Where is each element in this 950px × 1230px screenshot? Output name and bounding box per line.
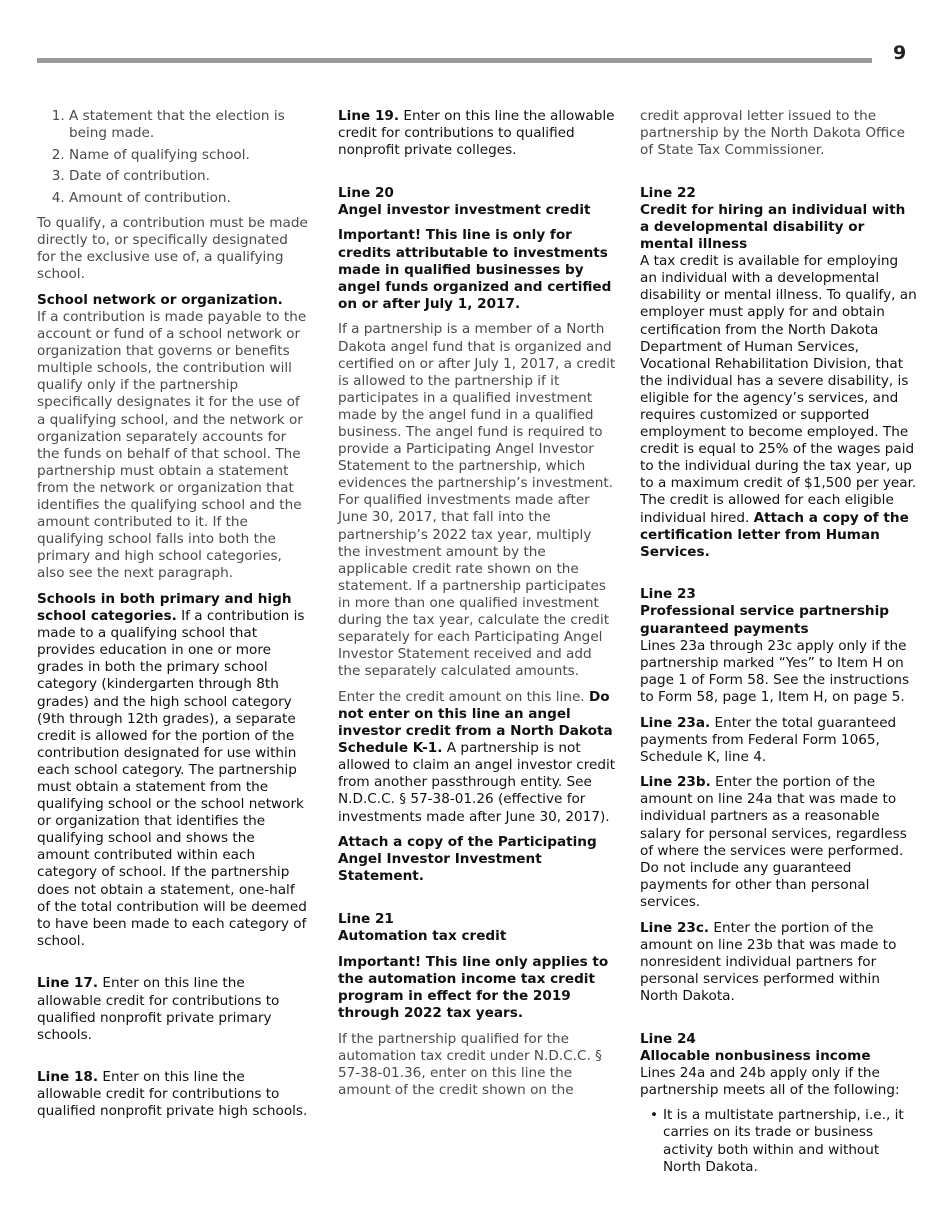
election-statement-list xyxy=(37,108,309,207)
line20-paragraph-1: If a partnership is a member of a North Dakota angel fund that is organized and certified on or after July 1, 2017, a credit is allowed to the partnership if it participates in a qualified investment made by the angel fund in a qualified business. The angel fund is required to provide a Participating Angel Investor Statement to the partnership, which evidences the partnership’s investment. For qualified investments made after June 30, 2017, that fall into the partnership’s 2022 tax year, multiply the investment amount by the applicable credit rate shown on the statement. If a partnership participates in more than one qualified investment during the tax year, calculate the credit separately for each Participating Angel Investor Statement received and add the separately calculated amounts. xyxy=(338,321,616,680)
line22-label: Line 22 xyxy=(640,184,696,201)
header-rule xyxy=(37,58,872,63)
line18-body: Enter on this line the allowable credit for contributions to qualified nonprofit private high schools. xyxy=(37,1069,308,1120)
line21-label: Line 21 xyxy=(338,910,394,927)
line23c-heading: Line 23c. xyxy=(640,919,710,936)
line24-label: Line 24 xyxy=(640,1030,696,1047)
both-categories-body: If a contribution is made to a qualifying school that provides education in one or more grades in both the primary school category (kindergarten through 8th grades) and the high school category (9th through 12th grades), a separate credit is allowed for the portion of the contribution designated for use within each school category. The partnership must obtain a statement from the qualifying school or the school network or organization that identifies the qualifying school and shows the amount contributed within each category of school. If the partnership does not obtain a statement, one-half of the total contribution will be deemed to have been made to each category of school. xyxy=(37,608,307,949)
line24-section xyxy=(640,1031,918,1099)
line21-title: Automation tax credit xyxy=(338,928,507,945)
line17-heading: Line 17. xyxy=(37,975,99,992)
line21-heading xyxy=(338,911,616,945)
line20-important: Important! This line is only for credits attributable to investments made in qualified businesses by angel funds organized and certified on or after July 1, 2017. xyxy=(338,227,612,312)
line22-attach: Attach a copy of the certification letter from Human Services. xyxy=(640,509,909,560)
line23-label: Line 23 xyxy=(640,586,696,603)
line22-section xyxy=(640,185,918,561)
line20-passthrough-text: A partnership is not allowed to claim an angel investor credit from another passthrough entity. See N.D.C.C. § 57-38-01.26 (effective for investments made after June 30, 2017). xyxy=(338,740,616,825)
line19-body: Enter on this line the allowable credit for contributions to qualified nonprofit private colleges. xyxy=(338,108,615,159)
line18-heading: Line 18. xyxy=(37,1069,99,1086)
column-1 xyxy=(37,108,309,1129)
line20-label: Line 20 xyxy=(338,184,394,201)
line20-paragraph-2 xyxy=(338,689,616,826)
line19-paragraph xyxy=(338,108,616,159)
line24-body: Lines 24a and 24b apply only if the partnership meets all of the following: xyxy=(640,1064,900,1098)
line20-do-not-enter: Do not enter on this line an angel investor credit from a North Dakota Schedule K-1. xyxy=(338,688,613,757)
line21-important: Important! This line only applies to the automation income tax credit program in effect for the 2019 through 2022 tax years. xyxy=(338,953,609,1021)
line17-body: Enter on this line the allowable credit for contributions to qualified nonprofit private primary schools. xyxy=(37,975,280,1043)
continued-paragraph: credit approval letter issued to the partnership by the North Dakota Office of State Tax Commissioner. xyxy=(640,108,905,159)
line17-paragraph xyxy=(37,975,309,1043)
line23b-paragraph xyxy=(640,774,918,911)
line23a-body: Enter the total guaranteed payments from Federal Form 1065, Schedule K, line 4. xyxy=(640,714,897,765)
line23-body: Lines 23a through 23c apply only if the partnership marked “Yes” to Item H on page 1 of Form 58. See the instructions to Form 58, page 1, Item H, on page 5. xyxy=(640,637,910,705)
column-3 xyxy=(640,108,918,1176)
line19-heading: Line 19. xyxy=(338,108,400,124)
line23c-paragraph xyxy=(640,920,918,1005)
line20-attach: Attach a copy of the Participating Angel Investor Investment Statement. xyxy=(338,834,597,885)
qualify-paragraph: To qualify, a contribution must be made directly to, or specifically designated for the exclusive use of, a qualifying school. xyxy=(37,214,308,283)
network-heading: School network or organization. xyxy=(37,291,283,308)
line24-title: Allocable nonbusiness income xyxy=(640,1047,871,1064)
network-body: If a contribution is made payable to the account or fund of a school network or organization that governs or benefits multiple schools, the contribution will qualify only if the partnership specifically designates it for the use of a qualifying school, and the network or organization separately accounts for the funds on behalf of that school. The partnership must obtain a statement from the network or organization that identifies the qualifying school and the amount contributed to it. If the qualifying school falls into both the primary and high school categories, also see the next paragraph. xyxy=(37,308,307,582)
line23b-body: Enter the portion of the amount on line 24a that was made to individual partners as a reasonable salary for personal services, regardless of where the services were performed. Do not include any guaranteed payments for other than personal services. xyxy=(640,774,907,910)
line23a-paragraph xyxy=(640,715,918,766)
list-item: 4. Amount of contribution. xyxy=(69,190,309,207)
both-categories-heading: Schools in both primary and high school categories. xyxy=(37,590,292,625)
line23b-heading: Line 23b. xyxy=(640,774,711,791)
line20-heading xyxy=(338,185,616,219)
list-item: 1. A statement that the election is being made. xyxy=(69,108,309,142)
line20-enter-text: Enter the credit amount on this line. xyxy=(338,688,585,705)
list-item: • It is a multistate partnership, i.e., it carries on its trade or business activity both within and without North Dakota. xyxy=(663,1107,918,1175)
line22-body: A tax credit is available for employing an individual with a developmental disability or mental illness. To qualify, an employer must apply for and obtain certification from the North Dakota Department of Human Services, Vocational Rehabilitation Division, that the individual has a severe disability, is eligible for the agency’s services, and requires customized or supported employment to become employed. The credit is equal to 25% of the wages paid to the individual during the tax year, up to a maximum credit of $1,500 per year. The credit is allowed for each eligible individual hired. xyxy=(640,253,917,526)
column-2 xyxy=(338,108,616,1107)
both-categories-paragraph xyxy=(37,591,309,950)
list-item: 3. Date of contribution. xyxy=(69,168,309,185)
network-paragraph xyxy=(37,292,309,583)
line24-bullet-list xyxy=(640,1107,918,1175)
line23c-body: Enter the portion of the amount on line 23b that was made to nonresident individual partners for personal services performed within North Dakota. xyxy=(640,919,897,1004)
line18-paragraph xyxy=(37,1069,309,1120)
line22-title: Credit for hiring an individual with a developmental disability or mental illness xyxy=(640,201,906,253)
line23-title: Professional service partnership guaranteed payments xyxy=(640,603,889,637)
list-item: 2. Name of qualifying school. xyxy=(69,147,309,164)
line23a-heading: Line 23a. xyxy=(640,714,711,731)
line20-title: Angel investor investment credit xyxy=(338,201,591,218)
line21-paragraph: If the partnership qualified for the automation tax credit under N.D.C.C. § 57-38-01.36, enter on this line the amount of the credit shown on the xyxy=(338,1030,602,1098)
page-number: 9 xyxy=(893,42,907,64)
line23-section xyxy=(640,586,918,706)
